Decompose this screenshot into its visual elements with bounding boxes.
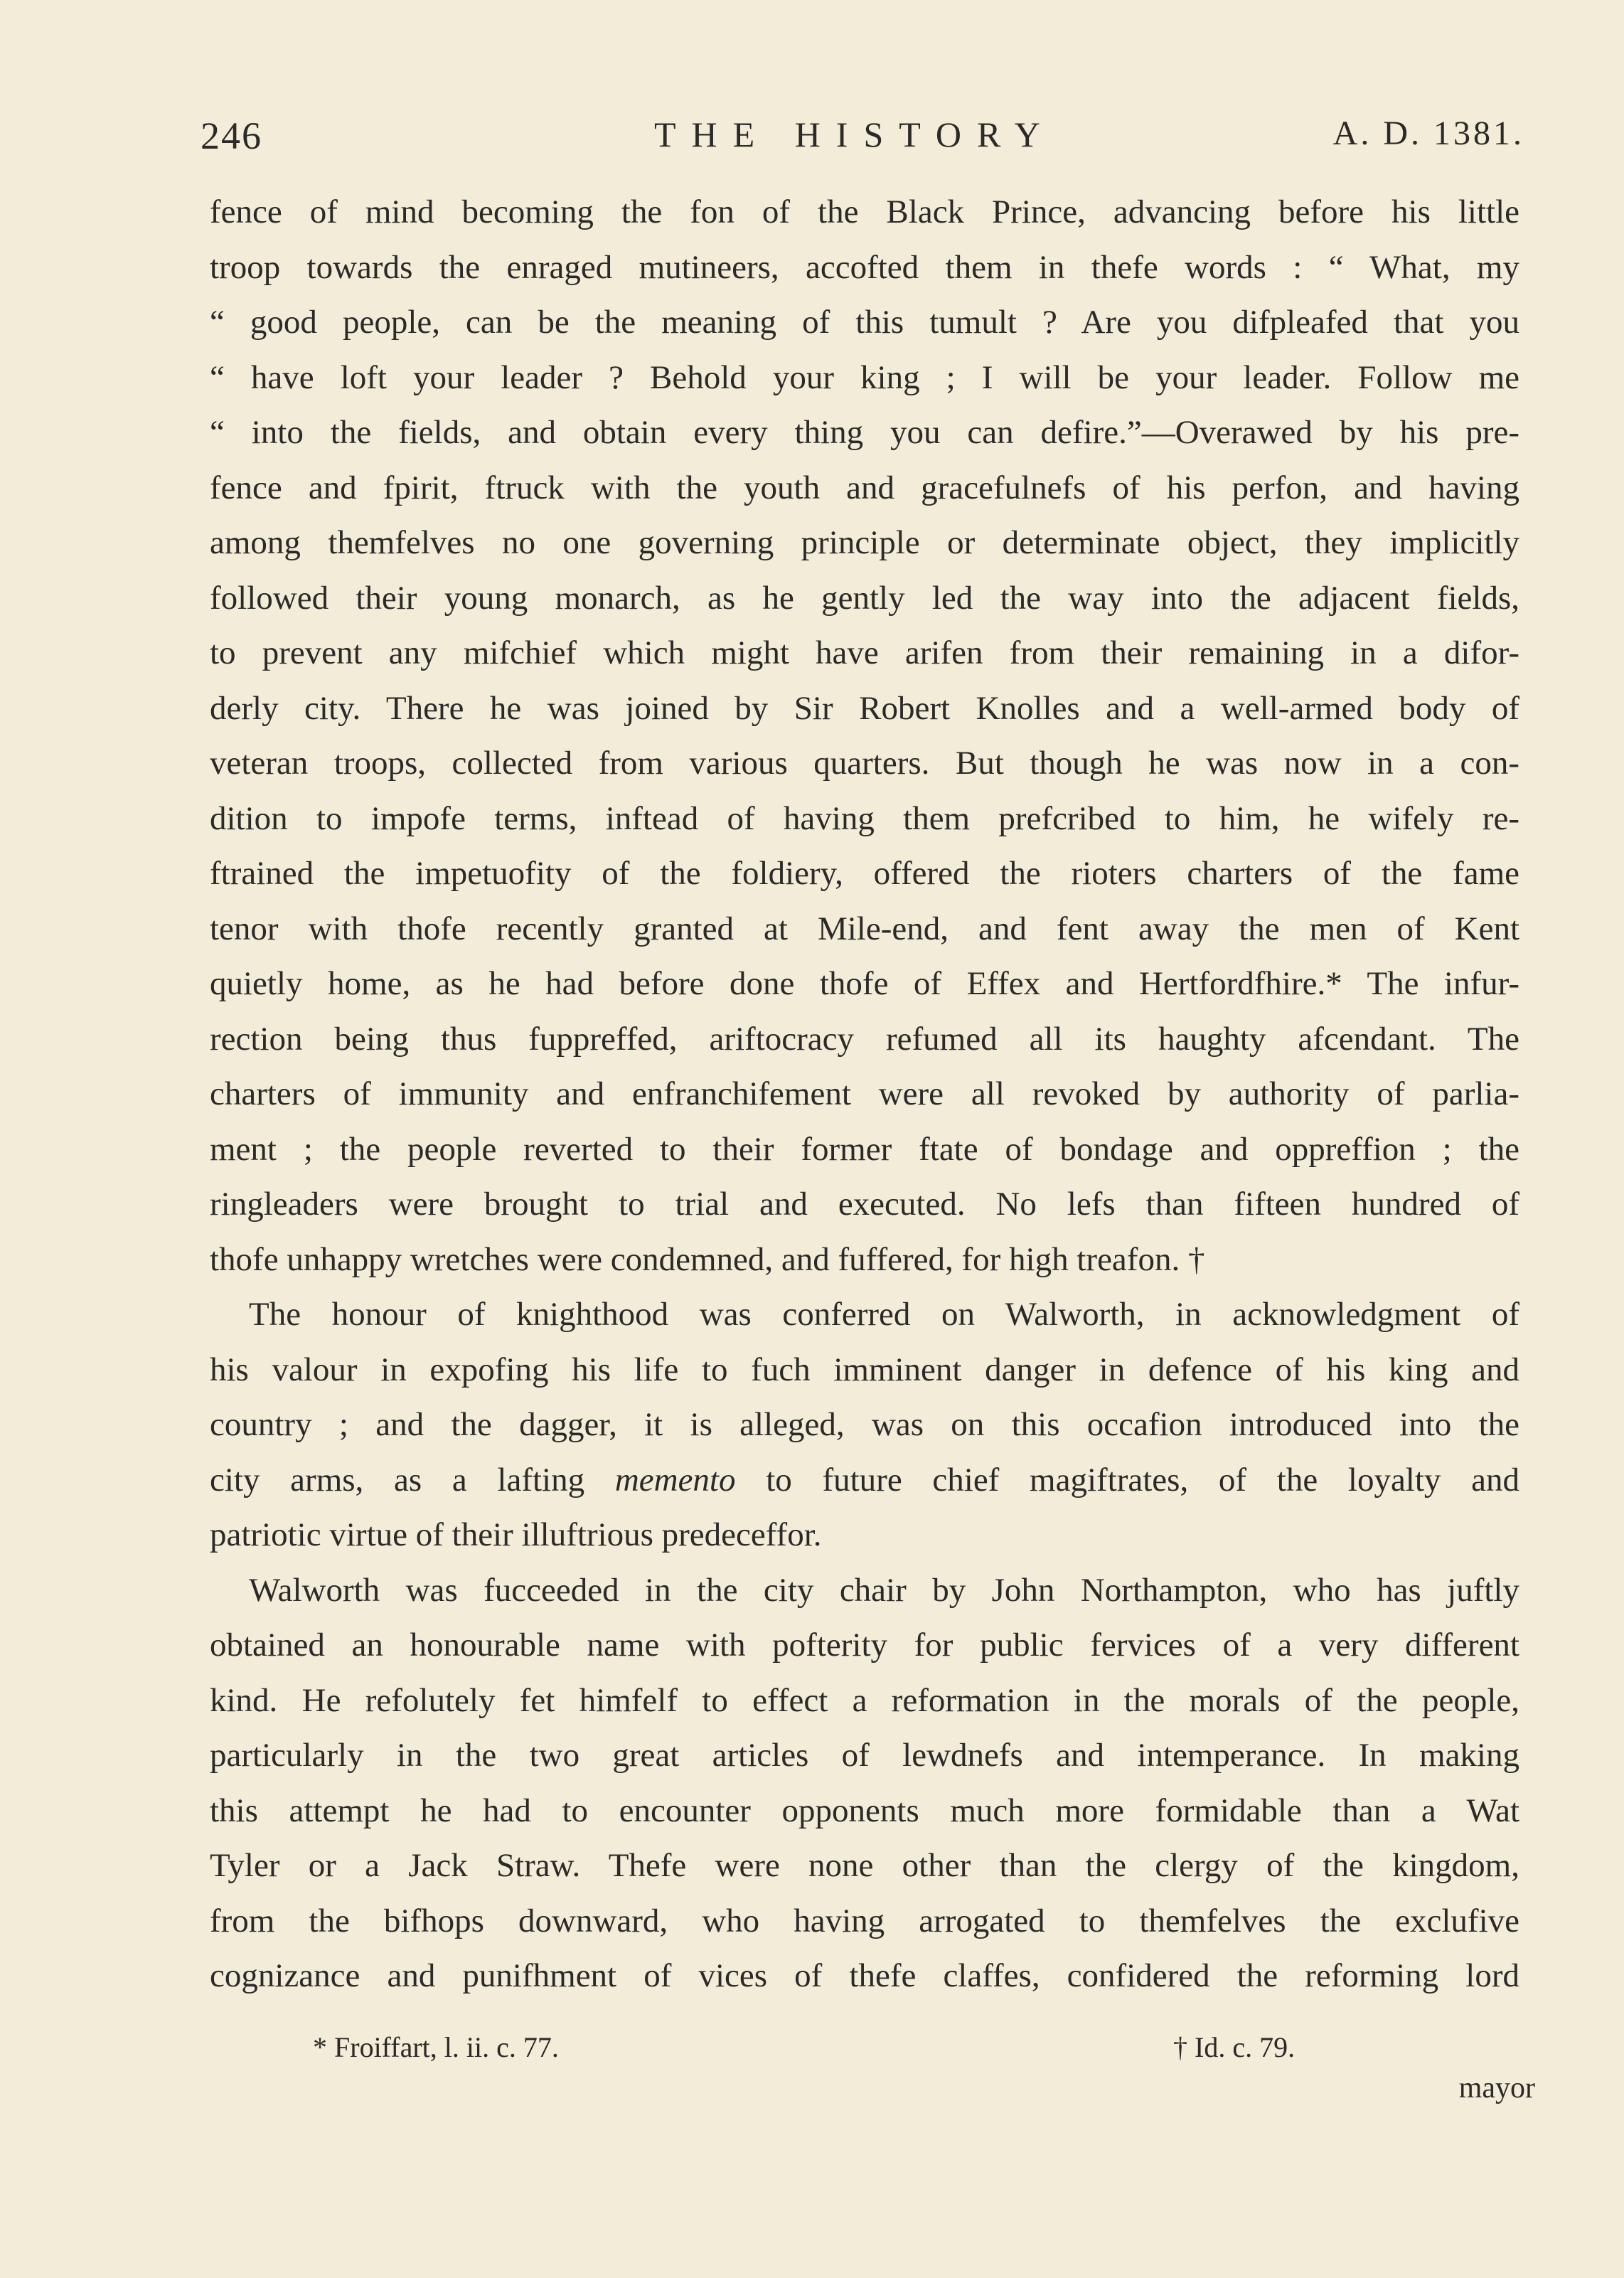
- footnotes: [313, 2030, 1379, 2080]
- text-line: particularly in the two great articles of lewdnefs and intemperance. In making: [210, 1737, 1519, 1774]
- text-line: “ into the fields, and obtain every thing you can defire.”—Overawed by his pre-: [210, 414, 1519, 451]
- footnote-first: * Froiffart, l. ii. c. 77.: [313, 2031, 559, 2063]
- text-line: from the bifhops downward, who having arrogated to themfelves the exclufive: [210, 1902, 1519, 1939]
- text-line: obtained an honourable name with pofterity for public fervices of a very different: [210, 1627, 1519, 1664]
- text-line: dition to impofe terms, inftead of having them prefcribed to him, he wifely re-: [210, 799, 1519, 837]
- text-line: thofe unhappy wretches were condemned, and fuffered, for high treafon. †: [210, 1240, 1205, 1278]
- page-header: [0, 107, 1624, 164]
- text-line: country ; and the dagger, it is alleged, was on this occafion introduced into the: [210, 1406, 1519, 1443]
- text-line: quietly home, as he had before done thofe of Effex and Hertfordfhire.* The infur-: [210, 965, 1519, 1002]
- text-line: Tyler or a Jack Straw. Thefe were none other than the clergy of the kingdom,: [210, 1847, 1519, 1884]
- text-segment: to future chief magiftrates, of the loyalty and: [735, 1461, 1519, 1499]
- text-line: cognizance and punifhment of vices of thefe claffes, confidered the reforming lord: [210, 1957, 1519, 1994]
- text-line: veteran troops, collected from various quarters. But though he was now in a con-: [210, 745, 1519, 782]
- text-line: fence of mind becoming the fon of the Black Prince, advancing before his little: [210, 193, 1519, 230]
- footnote-second: † Id. c. 79.: [1173, 2031, 1296, 2063]
- text-line: troop towards the enraged mutineers, accofted them in thefe words : “ What, my: [210, 248, 1519, 286]
- page-number: 246: [201, 115, 262, 157]
- text-line: fence and fpirit, ftruck with the youth and gracefulnefs of his perfon, and having: [210, 469, 1519, 506]
- header-date: A. D. 1381.: [1332, 115, 1524, 152]
- text-line: followed their young monarch, as he gently led the way into the adjacent fields,: [210, 579, 1519, 617]
- text-line: “ have loft your leader ? Behold your king ; I will be your leader. Follow me: [210, 358, 1519, 396]
- text-line: kind. He refolutely fet himfelf to effect a reformation in the morals of the people,: [210, 1681, 1519, 1719]
- text-line: to prevent any mifchief which might have arifen from their remaining in a difor-: [210, 634, 1519, 671]
- text-line: [210, 1453, 1519, 1508]
- text-line: “ good people, can be the meaning of this tumult ? Are you difpleafed that you: [210, 304, 1519, 341]
- italic-word: memento: [614, 1461, 736, 1499]
- body-text: [210, 185, 1519, 2004]
- text-line: derly city. There he was joined by Sir Robert Knolles and a well-armed body of: [210, 689, 1519, 727]
- text-line: rection being thus fuppreffed, ariftocracy refumed all its haughty afcendant. The: [210, 1020, 1519, 1058]
- text-line: ment ; the people reverted to their former ftate of bondage and oppreffion ; the: [210, 1130, 1519, 1168]
- text-line: patriotic virtue of their illuftrious predeceffor.: [210, 1516, 822, 1553]
- text-line: The honour of knighthood was conferred on Walworth, in acknowledgment of: [249, 1296, 1519, 1333]
- text-line: his valour in expofing his life to fuch imminent danger in defence of his king and: [210, 1351, 1519, 1388]
- text-line: ringleaders were brought to trial and executed. No lefs than fifteen hundred of: [210, 1186, 1519, 1223]
- text-line: charters of immunity and enfranchifement were all revoked by authority of parlia-: [210, 1075, 1519, 1112]
- text-line: this attempt he had to encounter opponents much more formidable than a Wat: [210, 1792, 1519, 1829]
- catchword: mayor: [1458, 2072, 1535, 2104]
- text-line: ftrained the impetuofity of the foldiery, offered the rioters charters of the fame: [210, 855, 1519, 892]
- text-segment: city arms, as a lafting: [210, 1461, 615, 1499]
- text-line: among themfelves no one governing principle or determinate object, they implicitly: [210, 524, 1519, 561]
- text-line: tenor with thofe recently granted at Mile-end, and fent away the men of Kent: [210, 910, 1519, 947]
- running-title: THE HISTORY: [654, 115, 1056, 154]
- text-line: Walworth was fucceeded in the city chair by John Northampton, who has juftly: [249, 1571, 1519, 1609]
